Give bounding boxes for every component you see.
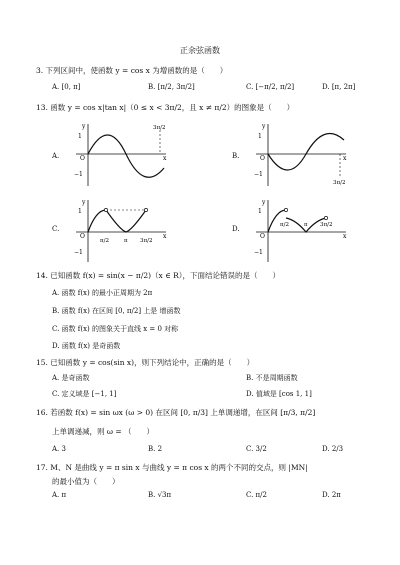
q13-graph-c	[70, 196, 170, 264]
svg-text:1: 1	[78, 208, 82, 215]
svg-text:O: O	[260, 233, 265, 240]
q3-stem: 3. 下列区间中，使函数 y = cos x 为增函数的是（ ）	[36, 66, 228, 75]
q3-option-b: B. [π/2, 3π/2]	[148, 83, 195, 91]
q17-option-a: A. π	[52, 491, 67, 499]
q13-option-c: C.	[52, 225, 60, 233]
q13-graph-b	[250, 120, 350, 188]
q3-option-c: C. [−π/2, π/2]	[246, 83, 295, 91]
q13-option-b: B.	[232, 152, 240, 160]
q15-option-c: C. 定义域是 [−1, 1]	[52, 390, 117, 398]
q16-option-d: D. 2/3	[322, 445, 344, 453]
q14-stem: 14. 已知函数 f(x) = sin(x − π/2)（x ∈ R），下面结论错误的是（ ）	[36, 271, 280, 280]
y-label: y	[82, 123, 86, 130]
svg-text:−1: −1	[74, 249, 83, 256]
svg-text:π: π	[304, 222, 308, 228]
svg-text:O: O	[80, 233, 85, 240]
svg-text:x: x	[163, 155, 167, 162]
q17-stem-continued: 的最小值为（ ）	[52, 477, 120, 486]
svg-text:3π/2: 3π/2	[153, 125, 166, 131]
q15-option-b: B. 不是周期函数	[246, 374, 298, 382]
q3-option-a: A. [0, π]	[52, 83, 81, 91]
q17-option-b: B. √3π	[148, 491, 172, 499]
svg-text:−1: −1	[74, 171, 83, 178]
svg-text:x: x	[343, 233, 347, 240]
q14-option-d: D. 函数 f(x) 是奇函数	[52, 342, 121, 350]
svg-text:3π/2: 3π/2	[320, 222, 333, 228]
q15-stem: 15. 已知函数 y = cos(sin x)，则下列结论中，正确的是（ ）	[36, 358, 255, 367]
q16-stem: 16. 若函数 f(x) = sin ωx (ω > 0) 在区间 [0, π/3] 上单调递增，在区间 [π/3, π/2]	[36, 408, 316, 417]
q3-option-d: D. [π, 2π]	[322, 83, 356, 91]
svg-text:π/2: π/2	[280, 222, 289, 228]
q13-graph-a	[70, 120, 170, 188]
svg-text:−1: −1	[254, 249, 263, 256]
page-title: 正余弦函数	[180, 46, 220, 55]
q15-option-d: D. 值域是 [cos 1, 1]	[246, 390, 312, 398]
q17-option-d: D. 2π	[322, 491, 341, 499]
q14-option-b: B. 函数 f(x) 在区间 [0, π/2] 上是 增函数	[52, 307, 181, 315]
q17-option-c: C. π/2	[246, 491, 267, 499]
q13-option-d: D.	[232, 225, 240, 233]
q13-stem: 13. 函数 y = cos x|tan x|（0 ≤ x < 3π/2，且 x ≠ π/2）的图象是（ ）	[36, 103, 295, 112]
svg-text:π: π	[124, 238, 128, 244]
q16-option-b: B. 2	[148, 445, 163, 453]
svg-text:y: y	[262, 123, 266, 130]
q16-stem-continued: 上单调递减，则 ω = （ ）	[52, 427, 155, 436]
svg-text:3π/2: 3π/2	[140, 238, 153, 244]
q16-option-c: C. 3/2	[246, 445, 267, 453]
svg-text:1: 1	[258, 133, 262, 140]
svg-text:y: y	[82, 199, 86, 206]
q14-option-a: A. 函数 f(x) 的最小正周期为 2π	[52, 289, 153, 297]
svg-text:x: x	[163, 233, 167, 240]
q16-option-a: A. 3	[52, 445, 66, 453]
svg-text:−1: −1	[254, 171, 263, 178]
q15-option-a: A. 是奇函数	[52, 374, 90, 382]
svg-text:1: 1	[78, 133, 82, 140]
q17-stem: 17. M、N 是曲线 y = π sin x 与曲线 y = π cos x 的两个不同的交点，则 |MN|	[36, 463, 308, 472]
svg-text:3π/2: 3π/2	[333, 180, 346, 186]
q13-graph-d	[250, 196, 350, 264]
svg-text:1: 1	[258, 208, 262, 215]
q13-option-a: A.	[52, 152, 60, 160]
q14-option-c: C. 函数 f(x) 的图象关于直线 x = 0 对称	[52, 325, 179, 333]
svg-text:y: y	[262, 199, 266, 206]
curve	[88, 135, 164, 177]
svg-text:π/2: π/2	[100, 238, 109, 244]
svg-text:O: O	[80, 155, 85, 162]
svg-text:O: O	[260, 155, 265, 162]
svg-text:x: x	[343, 155, 347, 162]
